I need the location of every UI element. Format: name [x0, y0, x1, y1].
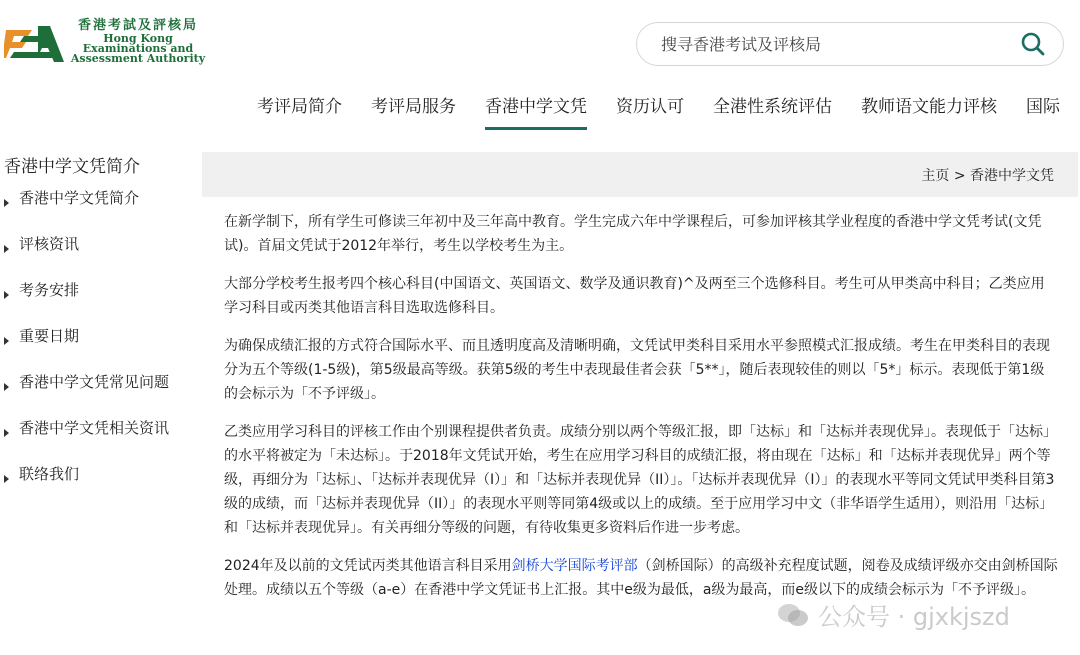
sidebar-item-label: 重要日期 [19, 326, 80, 345]
nav-item-recognition[interactable]: 资历认可 [616, 97, 684, 117]
sidebar-item-label: 香港中学文凭简介 [19, 188, 140, 207]
sidebar-item-label: 评核资讯 [19, 234, 80, 253]
sidebar-item-faq[interactable] [0, 370, 169, 416]
paragraph-1: 在新学制下，所有学生可修读三年初中及三年高中教育。学生完成六年中学课程后，可参加评核其学业程度的香港中学文凭考试(文凭试)。首届文凭试于2012年举行，考生以学校考生为主。 [224, 214, 1042, 254]
sidebar-title: 香港中学文凭简介 [4, 157, 140, 177]
sidebar-item-exam-arrangements[interactable] [0, 278, 169, 324]
hkeaa-logo-mark-icon [4, 22, 66, 66]
watermark-text: 公众号 · gjxkjszd [818, 603, 1010, 631]
sidebar-item-assessment-info[interactable] [0, 232, 169, 278]
breadcrumb-separator: > [953, 168, 966, 184]
breadcrumb-current: 香港中学文凭 [970, 168, 1054, 184]
nav-item-hkdse[interactable]: 香港中学文凭 [485, 92, 587, 128]
breadcrumb-home-link[interactable]: 主页 [921, 168, 950, 184]
nav-item-international[interactable]: 国际 [1026, 97, 1060, 117]
cambridge-link[interactable]: 剑桥大学国际考评部 [511, 558, 638, 574]
paragraph-4: 乙类应用学习科目的评核工作由个别课程提供者负责。成绩分别以两个等级汇报，即「达标」和「达标并表现优异」。表现低于「达标」的水平将被定为「未达标」。于2018年文凭试开始，考生在应用学习科目的成绩汇报，将由现在「达标」和「达标并表现优异」两个等级，再细分为「达标」、「达标并表现优异（I）」和「达标并表现优异（II）」。「达标并表现优异（I）」的表现水平等同文凭试甲类科目第3级的成绩，而「达标并表现优异（II）」的表现水平则等同第4级或以上的成绩。至于应用学习中文（非华语学生适用），则沿用「达标」和「达标并表现优异」。有关再细分等级的问题，有待收集更多资料后作进一步考虑。 [224, 424, 1057, 536]
search-box [636, 22, 1064, 66]
nav-item-tsa[interactable]: 全港性系统评估 [713, 97, 832, 117]
sidebar-item-intro[interactable] [0, 186, 169, 232]
bullet-triangle-icon [4, 337, 9, 345]
bullet-triangle-icon [4, 291, 9, 299]
bullet-triangle-icon [4, 245, 9, 253]
bullet-triangle-icon [4, 475, 9, 483]
bullet-triangle-icon [4, 429, 9, 437]
sidebar-item-key-dates[interactable] [0, 324, 169, 370]
logo-name-en-3: Assessment Authority [70, 52, 206, 65]
logo-wordmark [70, 18, 206, 64]
main-content [224, 210, 1058, 616]
main-nav [257, 92, 1080, 128]
nav-item-services[interactable]: 考评局服务 [371, 97, 456, 117]
breadcrumb [921, 165, 1054, 185]
logo-name-en-2: Examinations and [82, 42, 194, 55]
search-input[interactable] [659, 34, 1013, 55]
sidebar-item-label: 联络我们 [19, 464, 80, 483]
sidebar-item-label: 香港中学文凭常见问题 [19, 372, 170, 391]
sidebar-item-label: 考务安排 [19, 280, 80, 299]
logo-name-cn: 香港考試及評核局 [77, 18, 198, 33]
search-icon [1020, 31, 1046, 57]
sidebar-item-related-info[interactable] [0, 416, 169, 462]
paragraph-2: 大部分学校考生报考四个核心科目(中国语文、英国语文、数学及通识教育)^及两至三个选修科目。考生可从甲类高中科目；乙类应用学习科目或丙类其他语言科目选取选修科目。 [224, 276, 1045, 316]
sidebar-nav [0, 186, 169, 508]
paragraph-3: 为确保成绩汇报的方式符合国际水平、而且透明度高及清晰明确，文凭试甲类科目采用水平参照模式汇报成绩。考生在甲类科目的表现分为五个等级(1-5级)，第5级最高等级。获第5级的考生中表现最佳者会获「5**」，随后表现较佳的则以「5*」标示。表现低于第1级的会标示为「不予评级」。 [224, 338, 1050, 402]
logo-name-en-1: Hong Kong [103, 32, 173, 45]
breadcrumb-bar [202, 152, 1078, 197]
sidebar-item-contact[interactable] [0, 462, 169, 508]
paragraph-5-text-before: 2024年及以前的文凭试丙类其他语言科目采用 [224, 558, 512, 574]
sidebar-item-label: 香港中学文凭相关资讯 [19, 418, 170, 437]
paragraph-5 [224, 554, 1058, 602]
hkeaa-logo[interactable] [4, 14, 204, 70]
nav-item-about[interactable]: 考评局简介 [257, 97, 342, 117]
bullet-triangle-icon [4, 383, 9, 391]
paragraph-5-text-after: （剑桥国际）的高级补充程度试题，阅卷及成绩评级亦交由剑桥国际处理。成绩以五个等级（a-e）在香港中学文凭证书上汇报。其中e级为最低，a级为最高，而e级以下的成绩会标示为「不予评级」。 [224, 558, 1058, 598]
search-button[interactable] [1013, 24, 1053, 64]
bullet-triangle-icon [4, 199, 9, 207]
nav-item-lpat[interactable]: 教师语文能力评核 [861, 97, 997, 117]
